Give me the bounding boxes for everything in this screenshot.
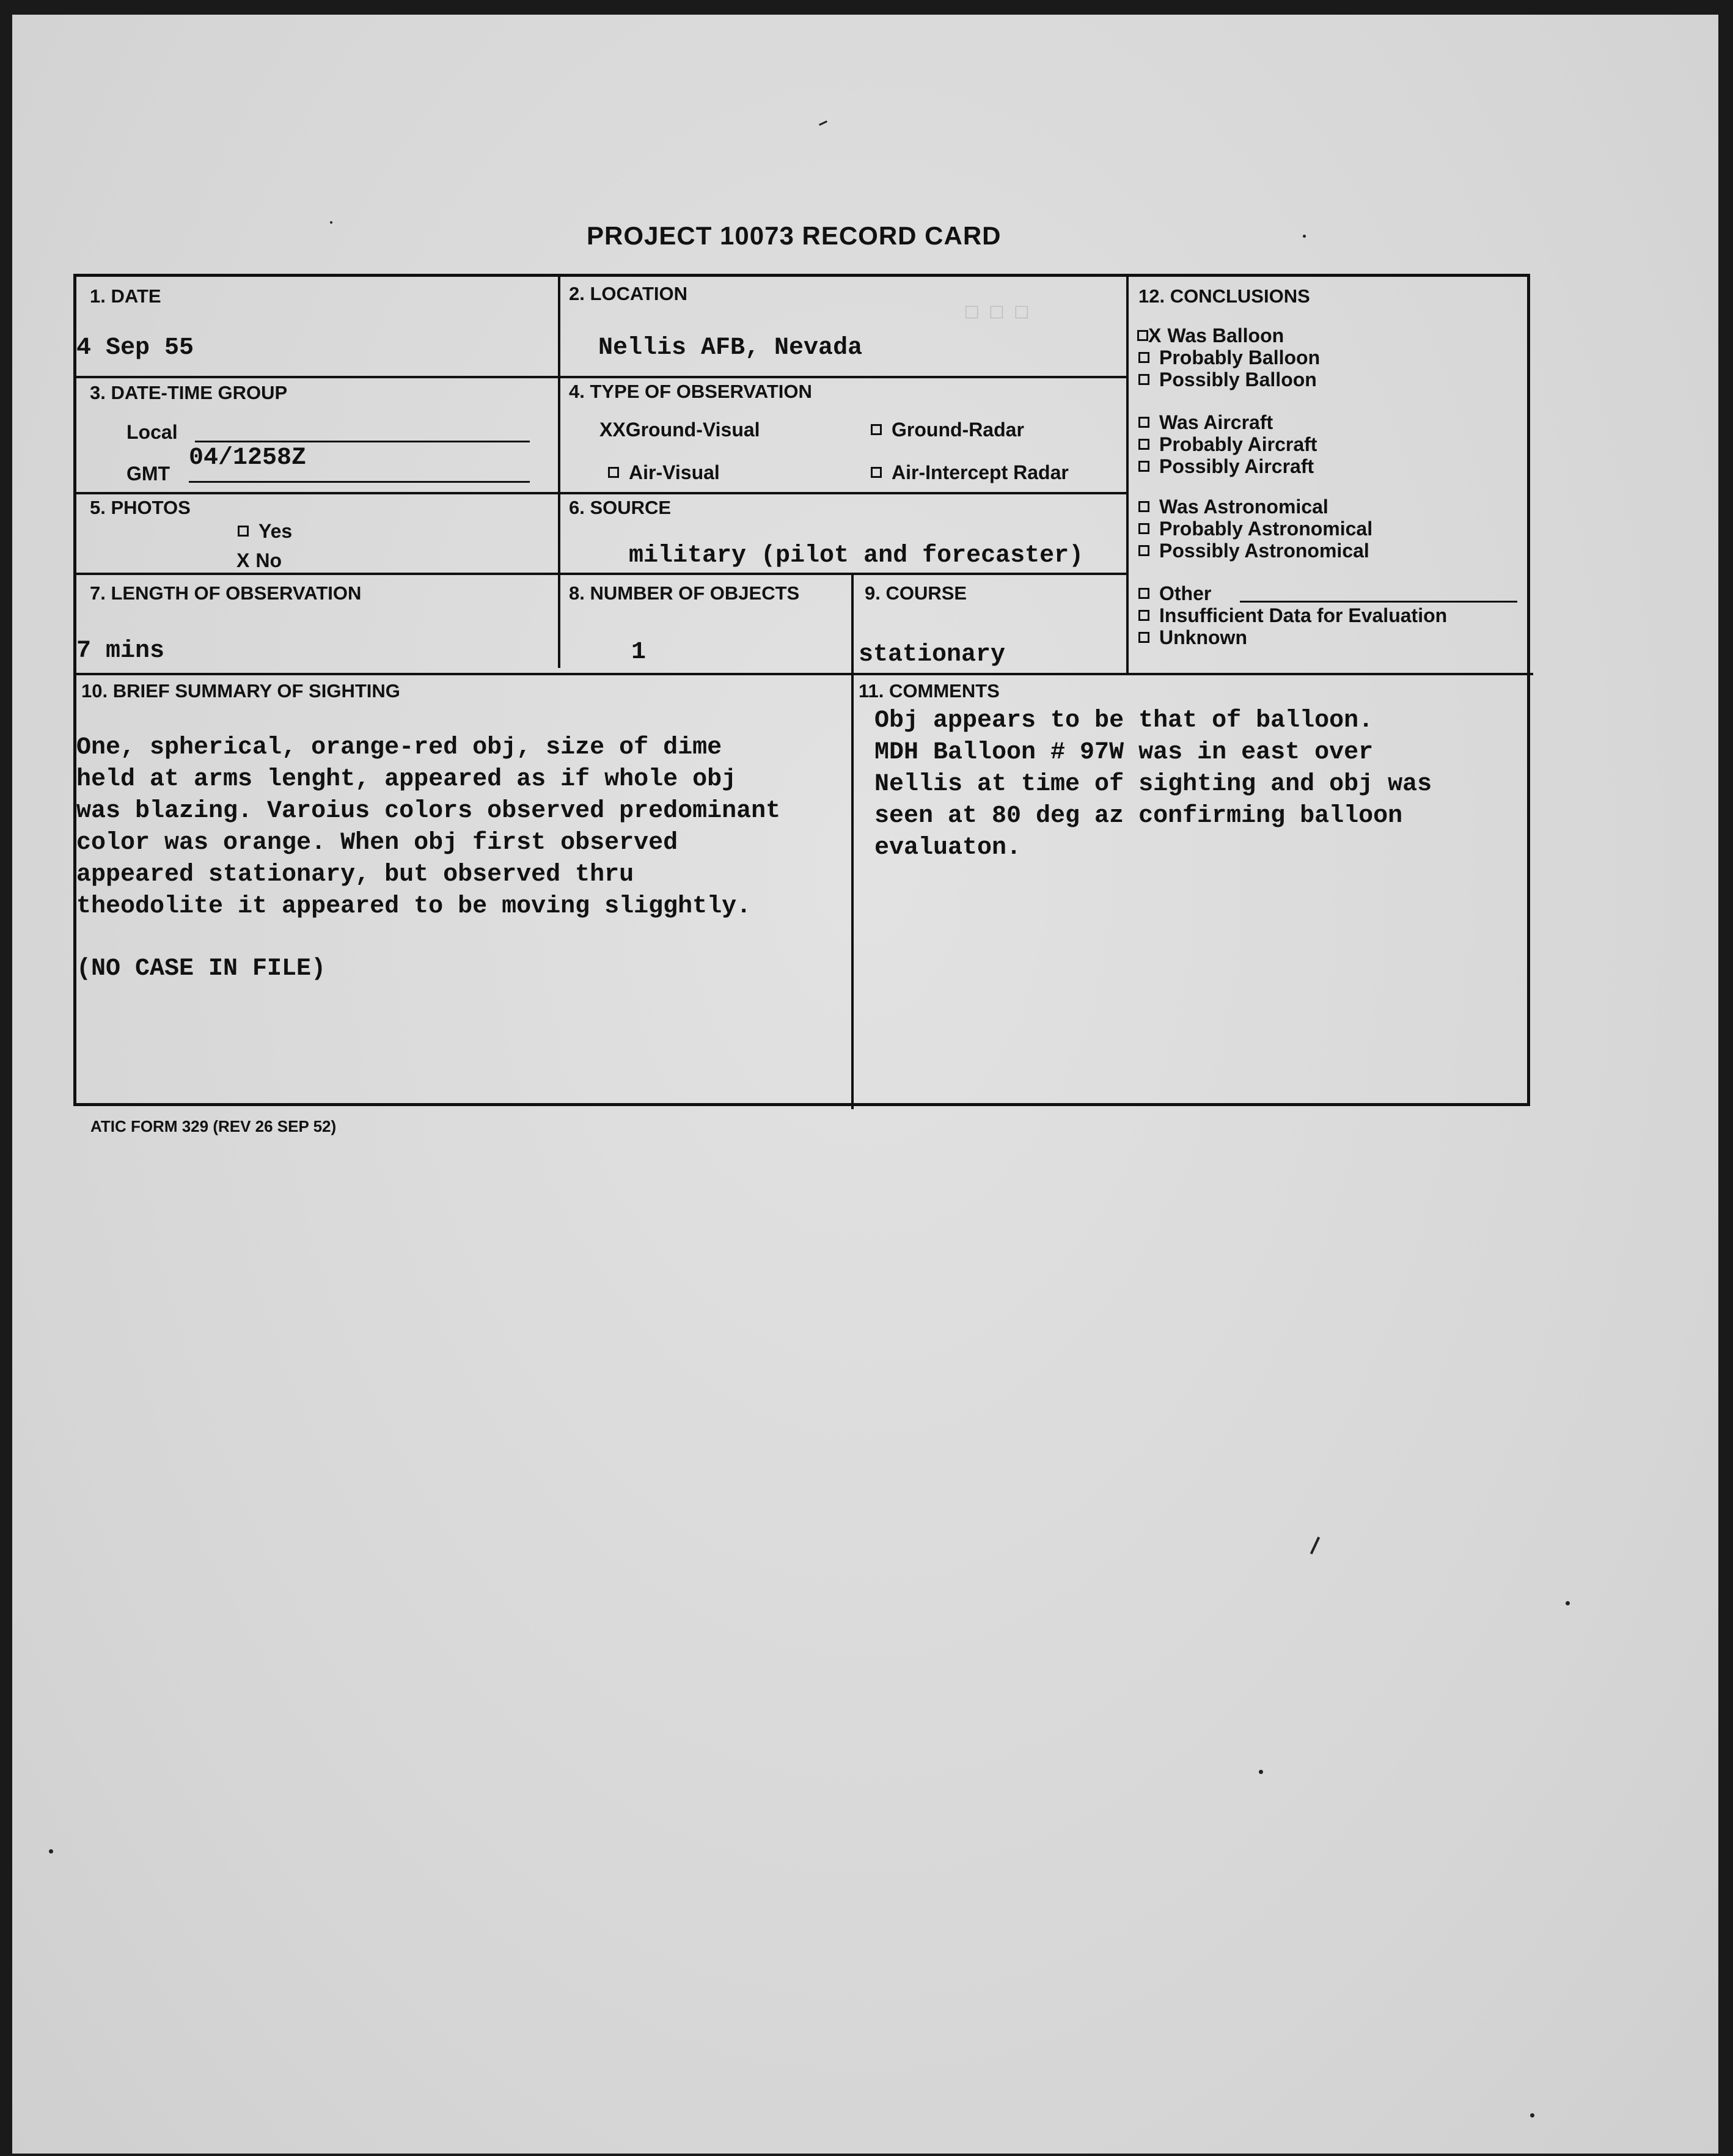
conclusion-label: Possibly Astronomical — [1159, 540, 1369, 562]
conclusion-checkbox — [1138, 545, 1149, 556]
comments-line: Obj appears to be that of balloon. — [874, 707, 1374, 735]
summary-line: color was orange. When obj first observed — [76, 829, 678, 857]
form-footer: ATIC FORM 329 (REV 26 SEP 52) — [90, 1117, 337, 1135]
conclusions-label: 12. CONCLUSIONS — [1138, 285, 1310, 307]
scan-speck — [1303, 235, 1306, 238]
conclusion-label: Insufficient Data for Evaluation — [1159, 604, 1448, 626]
air-intercept-option — [871, 461, 1069, 484]
conclusion-checkbox — [1138, 523, 1149, 534]
conclusion-checkbox-checked — [1137, 330, 1148, 341]
location-value: Nellis AFB, Nevada — [598, 334, 863, 362]
conclusion-probably-balloon — [1138, 346, 1320, 369]
photos-no-option — [236, 549, 282, 572]
photos-yes-label: Yes — [258, 520, 293, 542]
conclusion-label: Possibly Balloon — [1159, 369, 1317, 391]
summary-line: theodolite it appeared to be moving sligghtly. — [76, 893, 752, 920]
length-value: 7 mins — [76, 637, 165, 665]
photos-no-mark: X — [236, 549, 250, 571]
ground-radar-option — [871, 419, 1024, 441]
comments-label: 11. COMMENTS — [859, 680, 1000, 702]
conclusion-label: Probably Astronomical — [1159, 518, 1373, 540]
scan-speck — [1310, 1537, 1320, 1555]
photos-label: 5. PHOTOS — [90, 497, 191, 518]
conclusion-possibly-aircraft — [1138, 455, 1314, 478]
source-value: military (pilot and forecaster) — [629, 542, 1084, 570]
photos-yes-option — [238, 520, 292, 543]
gmt-label: GMT — [126, 463, 170, 485]
conclusion-possibly-balloon — [1138, 369, 1317, 391]
air-intercept-label: Air-Intercept Radar — [892, 461, 1069, 483]
date-label: 1. DATE — [90, 285, 161, 307]
conclusion-label: Probably Aircraft — [1159, 433, 1317, 455]
conclusion-checkbox — [1138, 588, 1149, 599]
ground-visual-label: Ground-Visual — [625, 419, 760, 441]
ground-visual-option — [599, 419, 760, 441]
dtg-label: 3. DATE-TIME GROUP — [90, 382, 288, 403]
location-label: 2. LOCATION — [569, 283, 688, 304]
air-visual-checkbox — [608, 467, 619, 478]
length-label: 7. LENGTH OF OBSERVATION — [90, 582, 362, 604]
photos-no-label: No — [255, 549, 282, 571]
scan-speck — [819, 120, 827, 126]
conclusion-unknown — [1138, 626, 1247, 649]
photos-yes-checkbox — [238, 526, 249, 537]
bleed-through-text: □ □ □ — [965, 302, 1028, 325]
conclusion-checkbox — [1138, 439, 1149, 450]
conclusion-was-astronomical — [1138, 496, 1328, 518]
conclusion-label: Possibly Aircraft — [1159, 455, 1314, 477]
gmt-value: 04/1258Z — [189, 444, 307, 472]
comments-line: MDH Balloon # 97W was in east over — [874, 739, 1374, 766]
conclusion-checkbox — [1138, 501, 1149, 512]
air-visual-option — [608, 461, 720, 484]
conclusion-label: Was Aircraft — [1159, 411, 1273, 433]
conclusion-probably-astronomical — [1138, 518, 1372, 540]
summary-label: 10. BRIEF SUMMARY OF SIGHTING — [81, 680, 400, 702]
conclusion-checkbox — [1138, 374, 1149, 385]
comments-line: seen at 80 deg az confirming balloon — [874, 802, 1403, 830]
course-value: stationary — [859, 641, 1006, 669]
objects-label: 8. NUMBER OF OBJECTS — [569, 582, 800, 604]
card-title: PROJECT 10073 RECORD CARD — [587, 221, 1002, 250]
conclusion-label: Was Astronomical — [1159, 496, 1328, 518]
scan-speck — [330, 221, 332, 224]
summary-line: held at arms lenght, appeared as if whole obj — [76, 766, 737, 793]
conclusion-checkbox — [1138, 632, 1149, 643]
comments-line: Nellis at time of sighting and obj was — [874, 771, 1432, 798]
conclusion-label: Other — [1159, 582, 1212, 604]
local-label: Local — [126, 421, 178, 443]
scan-speck — [1259, 1770, 1263, 1774]
ground-radar-checkbox — [871, 424, 882, 435]
conclusion-checkbox — [1138, 352, 1149, 363]
ground-radar-label: Ground-Radar — [892, 419, 1024, 441]
conclusion-checked-mark: X — [1148, 324, 1162, 346]
conclusion-insufficient-data — [1138, 604, 1447, 627]
summary-note: (NO CASE IN FILE) — [76, 955, 326, 983]
record-card-form — [73, 274, 1530, 1106]
conclusion-possibly-astronomical — [1138, 540, 1369, 562]
conclusion-label: Was Balloon — [1167, 324, 1284, 346]
record-card-page — [12, 15, 1718, 2154]
conclusion-other — [1138, 582, 1211, 605]
conclusion-was-aircraft — [1138, 411, 1273, 434]
comments-line: evaluaton. — [874, 834, 1022, 862]
conclusion-checkbox — [1138, 461, 1149, 472]
conclusion-was-balloon — [1137, 324, 1284, 347]
air-visual-label: Air-Visual — [629, 461, 720, 483]
course-label: 9. COURSE — [865, 582, 967, 604]
scan-speck — [1566, 1601, 1570, 1605]
source-label: 6. SOURCE — [569, 497, 672, 518]
date-value: 4 Sep 55 — [76, 334, 194, 362]
summary-line: appeared stationary, but observed thru — [76, 861, 634, 889]
scan-speck — [49, 1849, 53, 1854]
obs-type-label: 4. TYPE OF OBSERVATION — [569, 381, 812, 402]
conclusion-checkbox — [1138, 417, 1149, 428]
conclusion-label: Unknown — [1159, 626, 1247, 648]
summary-line: One, spherical, orange-red obj, size of dime — [76, 734, 722, 761]
conclusion-label: Probably Balloon — [1159, 346, 1321, 369]
objects-value: 1 — [631, 639, 647, 666]
ground-visual-mark: XX — [599, 419, 626, 441]
conclusion-probably-aircraft — [1138, 433, 1317, 456]
scan-speck — [1530, 2113, 1534, 2118]
air-intercept-checkbox — [871, 467, 882, 478]
conclusion-checkbox — [1138, 610, 1149, 621]
summary-line: was blazing. Varoius colors observed predominant — [76, 798, 781, 825]
